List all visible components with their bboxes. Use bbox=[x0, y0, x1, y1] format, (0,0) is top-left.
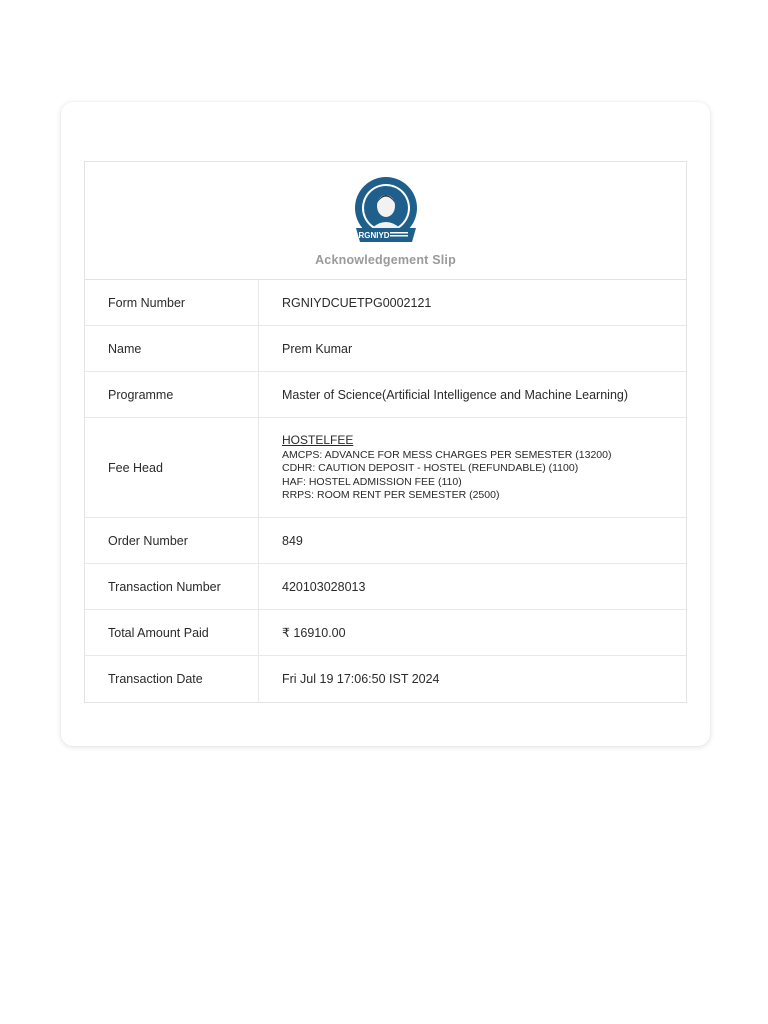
total-amount-value: ₹ 16910.00 bbox=[282, 626, 346, 640]
rgniyd-logo bbox=[346, 176, 426, 248]
fee-item-haf: HAF: HOSTEL ADMISSION FEE (110) bbox=[282, 475, 462, 488]
programme-label: Programme bbox=[85, 372, 259, 417]
fee-item-amcps: AMCPS: ADVANCE FOR MESS CHARGES PER SEMESTER (13200) bbox=[282, 448, 612, 461]
programme-value: Master of Science(Artificial Intelligence and Machine Learning) bbox=[282, 387, 629, 402]
row-form-number bbox=[85, 280, 686, 326]
name-label: Name bbox=[85, 326, 259, 371]
transaction-number-value: 420103028013 bbox=[282, 579, 366, 594]
acknowledgement-card bbox=[61, 102, 710, 746]
order-number-value: 849 bbox=[282, 533, 303, 548]
fee-item-cdhr: CDHR: CAUTION DEPOSIT - HOSTEL (REFUNDABLE) (1100) bbox=[282, 462, 579, 474]
row-programme bbox=[85, 372, 686, 418]
slip-title: Acknowledgement Slip bbox=[315, 253, 456, 267]
fee-item-rrps: RRPS: ROOM RENT PER SEMESTER (2500) bbox=[282, 489, 500, 501]
row-transaction-number bbox=[85, 564, 686, 610]
row-fee-head bbox=[85, 418, 686, 518]
slip-header bbox=[85, 162, 686, 280]
fee-head-details bbox=[282, 433, 611, 503]
fee-head-title: HOSTELFEE bbox=[282, 432, 354, 447]
order-number-label: Order Number bbox=[85, 518, 259, 563]
row-total-amount bbox=[85, 610, 686, 656]
logo-text: RGNIYD bbox=[357, 231, 390, 240]
total-amount-label: Total Amount Paid bbox=[85, 610, 259, 655]
fee-head-value bbox=[259, 418, 686, 517]
name-value: Prem Kumar bbox=[282, 341, 353, 356]
acknowledgement-slip bbox=[84, 161, 687, 703]
form-number-value: RGNIYDCUETPG0002121 bbox=[282, 295, 432, 310]
row-name bbox=[85, 326, 686, 372]
row-order-number bbox=[85, 518, 686, 564]
transaction-date-value: Fri Jul 19 17:06:50 IST 2024 bbox=[282, 672, 440, 686]
row-transaction-date bbox=[85, 656, 686, 702]
fee-head-label: Fee Head bbox=[85, 418, 259, 517]
transaction-number-label: Transaction Number bbox=[85, 564, 259, 609]
transaction-date-label: Transaction Date bbox=[85, 656, 259, 702]
form-number-label: Form Number bbox=[85, 280, 259, 325]
